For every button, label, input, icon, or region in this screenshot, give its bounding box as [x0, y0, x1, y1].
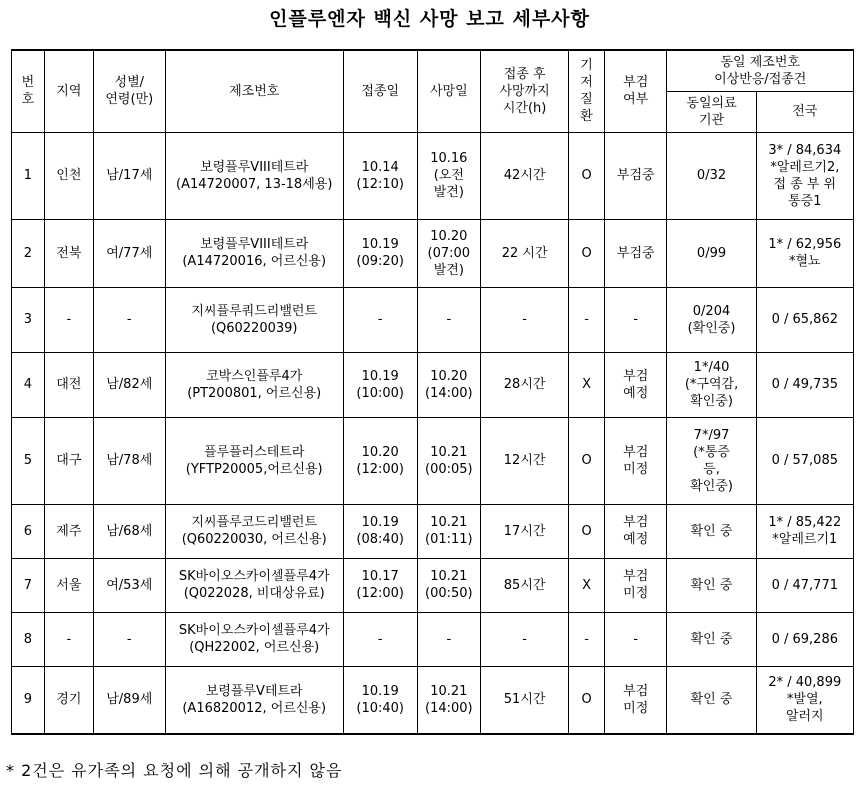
document-title: 인플루엔자 백신 사망 보고 세부사항	[269, 8, 590, 30]
table-row	[12, 287, 854, 352]
cell-region: -	[44, 287, 93, 352]
cell-hours-to-death: 22 시간	[481, 219, 569, 287]
cell-same-institution: 1*/40 (*구역감, 확인중)	[667, 352, 756, 417]
cell-vaccination-date: 10.20 (12:00)	[343, 417, 417, 504]
vaccine-death-table	[11, 49, 854, 735]
cell-underlying-disease: -	[569, 612, 605, 666]
cell-sex-age: 여/53세	[93, 558, 165, 612]
header-same-lot-group: 동일 제조번호 이상반응/접종건	[667, 50, 854, 91]
cell-nationwide: 0 / 69,286	[756, 612, 853, 666]
cell-lot-number: 보령플루VIII테트라 (A14720007, 13-18세용)	[165, 132, 343, 219]
cell-same-institution: 확인 중	[667, 504, 756, 558]
cell-no: 4	[12, 352, 45, 417]
cell-nationwide: 0 / 47,771	[756, 558, 853, 612]
header-underlying-disease: 기 저 질 환	[569, 50, 605, 132]
cell-hours-to-death: 51시간	[481, 666, 569, 734]
cell-no: 3	[12, 287, 45, 352]
cell-sex-age: 남/78세	[93, 417, 165, 504]
cell-nationwide: 0 / 49,735	[756, 352, 853, 417]
table-row	[12, 132, 854, 219]
cell-region: -	[44, 612, 93, 666]
cell-hours-to-death: -	[481, 612, 569, 666]
cell-same-institution: 0/99	[667, 219, 756, 287]
cell-region: 제주	[44, 504, 93, 558]
cell-death-date: 10.21 (00:50)	[417, 558, 481, 612]
cell-underlying-disease: O	[569, 666, 605, 734]
cell-vaccination-date: -	[343, 612, 417, 666]
cell-autopsy: -	[605, 287, 667, 352]
cell-nationwide: 1* / 62,956 *혈뇨	[756, 219, 853, 287]
table-row	[12, 666, 854, 734]
cell-hours-to-death: 12시간	[481, 417, 569, 504]
footnote: * 2건은 유가족의 요청에 의해 공개하지 않음	[6, 761, 343, 780]
cell-hours-to-death: 28시간	[481, 352, 569, 417]
cell-vaccination-date: 10.19 (10:40)	[343, 666, 417, 734]
cell-same-institution: 7*/97 (*통증 등, 확인중)	[667, 417, 756, 504]
table-row	[12, 558, 854, 612]
cell-sex-age: -	[93, 287, 165, 352]
cell-death-date: 10.21 (01:11)	[417, 504, 481, 558]
cell-lot-number: 플루플러스테트라 (YFTP20005,어르신용)	[165, 417, 343, 504]
cell-hours-to-death: -	[481, 287, 569, 352]
cell-lot-number: 코박스인플루4가 (PT200801, 어르신용)	[165, 352, 343, 417]
cell-death-date: 10.21 (14:00)	[417, 666, 481, 734]
cell-underlying-disease: O	[569, 417, 605, 504]
cell-death-date: 10.16 (오전 발견)	[417, 132, 481, 219]
header-region: 지역	[44, 50, 93, 132]
header-sex-age: 성별/ 연령(만)	[93, 50, 165, 132]
cell-sex-age: 남/17세	[93, 132, 165, 219]
cell-lot-number: 지씨플루쿼드리밸런트 (Q60220039)	[165, 287, 343, 352]
table-row	[12, 352, 854, 417]
cell-death-date: 10.20 (07:00 발견)	[417, 219, 481, 287]
cell-underlying-disease: X	[569, 558, 605, 612]
cell-nationwide: 2* / 40,899 *발열, 알러지	[756, 666, 853, 734]
cell-underlying-disease: -	[569, 287, 605, 352]
cell-vaccination-date: 10.19 (08:40)	[343, 504, 417, 558]
cell-lot-number: 보령플루VIII테트라 (A14720016, 어르신용)	[165, 219, 343, 287]
table-row	[12, 612, 854, 666]
cell-underlying-disease: O	[569, 219, 605, 287]
cell-region: 경기	[44, 666, 93, 734]
header-lot-number: 제조번호	[165, 50, 343, 132]
cell-nationwide: 0 / 65,862	[756, 287, 853, 352]
cell-autopsy: 부검 예정	[605, 352, 667, 417]
cell-death-date: 10.21 (00:05)	[417, 417, 481, 504]
cell-same-institution: 확인 중	[667, 666, 756, 734]
header-nationwide: 전국	[756, 91, 853, 132]
cell-region: 대전	[44, 352, 93, 417]
cell-sex-age: -	[93, 612, 165, 666]
cell-lot-number: SK바이오스카이셀플루4가 (Q022028, 비대상유료)	[165, 558, 343, 612]
cell-lot-number: 지씨플루코드리밸런트 (Q60220030, 어르신용)	[165, 504, 343, 558]
header-no: 번 호	[12, 50, 45, 132]
cell-lot-number: SK바이오스카이셀플루4가 (QH22002, 어르신용)	[165, 612, 343, 666]
cell-nationwide: 0 / 57,085	[756, 417, 853, 504]
cell-no: 9	[12, 666, 45, 734]
cell-no: 6	[12, 504, 45, 558]
header-hours-to-death: 접종 후 사망까지 시간(h)	[481, 50, 569, 132]
cell-underlying-disease: O	[569, 132, 605, 219]
cell-no: 5	[12, 417, 45, 504]
cell-no: 1	[12, 132, 45, 219]
cell-autopsy: 부검 미정	[605, 666, 667, 734]
cell-nationwide: 1* / 85,422 *알레르기1	[756, 504, 853, 558]
table-row	[12, 504, 854, 558]
cell-vaccination-date: 10.17 (12:00)	[343, 558, 417, 612]
cell-region: 인천	[44, 132, 93, 219]
cell-autopsy: 부검 미정	[605, 558, 667, 612]
cell-lot-number: 보령플루V테트라 (A16820012, 어르신용)	[165, 666, 343, 734]
cell-same-institution: 0/204 (확인중)	[667, 287, 756, 352]
cell-hours-to-death: 17시간	[481, 504, 569, 558]
cell-autopsy: 부검중	[605, 219, 667, 287]
header-same-institution: 동일의료 기관	[667, 91, 756, 132]
cell-no: 2	[12, 219, 45, 287]
cell-hours-to-death: 85시간	[481, 558, 569, 612]
header-vaccination-date: 접종일	[343, 50, 417, 132]
cell-region: 전북	[44, 219, 93, 287]
cell-autopsy: 부검중	[605, 132, 667, 219]
cell-autopsy: 부검 미정	[605, 417, 667, 504]
table-row	[12, 417, 854, 504]
header-autopsy: 부검 여부	[605, 50, 667, 132]
cell-region: 대구	[44, 417, 93, 504]
cell-autopsy: -	[605, 612, 667, 666]
cell-autopsy: 부검 예정	[605, 504, 667, 558]
cell-sex-age: 여/77세	[93, 219, 165, 287]
cell-sex-age: 남/89세	[93, 666, 165, 734]
cell-region: 서울	[44, 558, 93, 612]
cell-same-institution: 확인 중	[667, 612, 756, 666]
cell-same-institution: 확인 중	[667, 558, 756, 612]
cell-vaccination-date: -	[343, 287, 417, 352]
cell-death-date: 10.20 (14:00)	[417, 352, 481, 417]
cell-vaccination-date: 10.19 (10:00)	[343, 352, 417, 417]
cell-death-date: -	[417, 612, 481, 666]
cell-hours-to-death: 42시간	[481, 132, 569, 219]
header-death-date: 사망일	[417, 50, 481, 132]
cell-vaccination-date: 10.14 (12:10)	[343, 132, 417, 219]
cell-sex-age: 남/82세	[93, 352, 165, 417]
cell-sex-age: 남/68세	[93, 504, 165, 558]
cell-no: 8	[12, 612, 45, 666]
cell-underlying-disease: O	[569, 504, 605, 558]
cell-no: 7	[12, 558, 45, 612]
cell-death-date: -	[417, 287, 481, 352]
cell-same-institution: 0/32	[667, 132, 756, 219]
table-row	[12, 219, 854, 287]
cell-vaccination-date: 10.19 (09:20)	[343, 219, 417, 287]
cell-underlying-disease: X	[569, 352, 605, 417]
cell-nationwide: 3* / 84,634 *알레르기2, 접 종 부 위 통증1	[756, 132, 853, 219]
